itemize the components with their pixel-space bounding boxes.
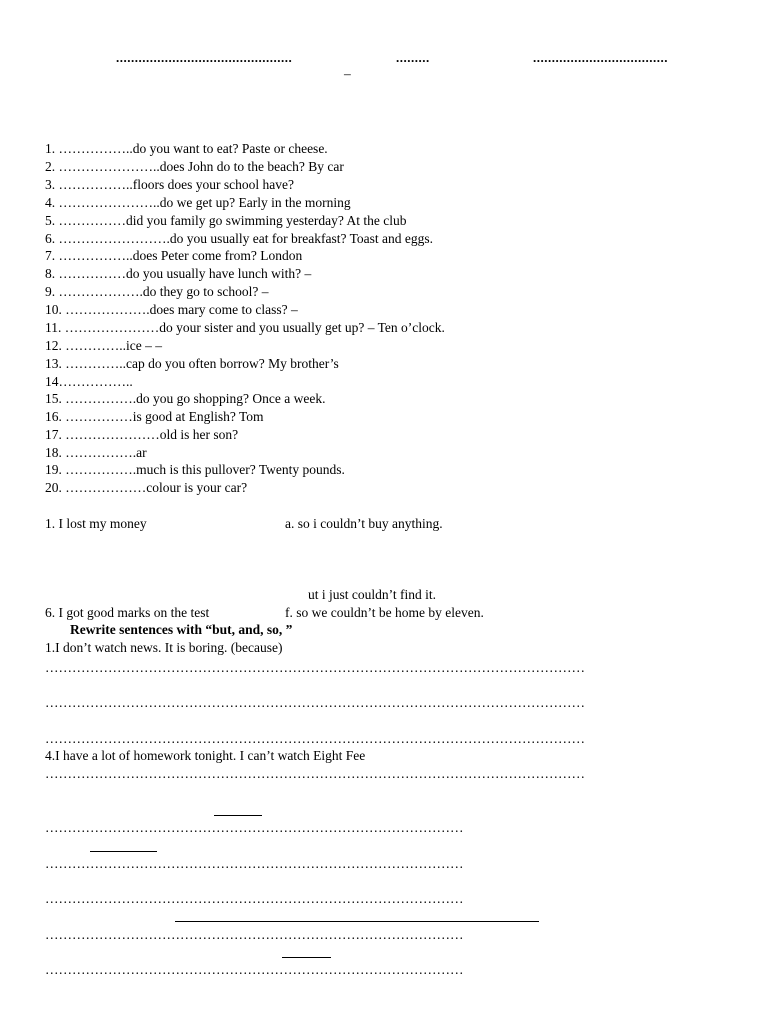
question-line: 8. ……………do you usually have lunch with? – bbox=[45, 266, 312, 281]
underline-blank bbox=[214, 815, 262, 816]
answer-line[interactable]: ………………………………………………………………………………………………………… bbox=[45, 660, 585, 675]
answer-line[interactable]: ………………………………………………………………………………… bbox=[45, 962, 464, 977]
match-left-6: 6. I got good marks on the test bbox=[45, 605, 210, 620]
question-line: 10. ……………….does mary come to class? – bbox=[45, 302, 298, 317]
header-dash: – bbox=[344, 66, 351, 81]
question-line: 3. ……………..floors does your school have? bbox=[45, 177, 294, 192]
question-line: 13. …………..cap do you often borrow? My brother’s bbox=[45, 356, 339, 371]
underline-blank bbox=[282, 957, 331, 958]
underline-blank bbox=[175, 921, 539, 922]
header-blank-right: .................................... bbox=[533, 50, 668, 65]
match-fragment: ut i just couldn’t find it. bbox=[308, 587, 436, 602]
question-line: 18. …………….ar bbox=[45, 445, 147, 460]
answer-line[interactable]: ………………………………………………………………………………… bbox=[45, 820, 464, 835]
answer-line[interactable]: ………………………………………………………………………………………………………… bbox=[45, 695, 585, 710]
question-line: 15. …………….do you go shopping? Once a week. bbox=[45, 391, 326, 406]
question-line: 17. …………………old is her son? bbox=[45, 427, 239, 442]
question-line: 9. ……………….do they go to school? – bbox=[45, 284, 269, 299]
question-line: 6. …………………….do you usually eat for breakfast? Toast and eggs. bbox=[45, 231, 433, 246]
answer-line[interactable]: ………………………………………………………………………………………………………… bbox=[45, 731, 585, 746]
question-line: 1. ……………..do you want to eat? Paste or cheese. bbox=[45, 141, 328, 156]
question-line: 4. …………………..do we get up? Early in the morning bbox=[45, 195, 351, 210]
question-line: 12. …………..ice – – bbox=[45, 338, 162, 353]
question-line: 19. …………….much is this pullover? Twenty pounds. bbox=[45, 462, 345, 477]
header-blank-left: ............................................... bbox=[116, 50, 293, 65]
question-line: 2. …………………..does John do to the beach? By car bbox=[45, 159, 344, 174]
match-right-a: a. so i couldn’t buy anything. bbox=[285, 516, 443, 531]
answer-line[interactable]: ………………………………………………………………………………………………………… bbox=[45, 766, 585, 781]
question-line: 11. …………………do your sister and you usually get up? – Ten o’clock. bbox=[45, 320, 445, 335]
question-line: 7. ……………..does Peter come from? London bbox=[45, 248, 303, 263]
match-left-1: 1. I lost my money bbox=[45, 516, 147, 531]
answer-line[interactable]: ………………………………………………………………………………… bbox=[45, 891, 464, 906]
rewrite-sentence-1: 1.I don’t watch news. It is boring. (because) bbox=[45, 640, 283, 655]
rewrite-heading: Rewrite sentences with “but, and, so, ” bbox=[70, 622, 293, 637]
rewrite-sentence-4: 4.I have a lot of homework tonight. I can’t watch Eight Fee bbox=[45, 748, 366, 763]
question-line: 16. ……………is good at English? Tom bbox=[45, 409, 264, 424]
answer-line[interactable]: ………………………………………………………………………………… bbox=[45, 856, 464, 871]
underline-blank bbox=[90, 851, 157, 852]
question-line: 20. ………………colour is your car? bbox=[45, 480, 248, 495]
answer-line[interactable]: ………………………………………………………………………………… bbox=[45, 927, 464, 942]
question-line: 14…………….. bbox=[45, 374, 133, 389]
question-line: 5. ……………did you family go swimming yesterday? At the club bbox=[45, 213, 407, 228]
match-right-f: f. so we couldn’t be home by eleven. bbox=[285, 605, 484, 620]
header-blank-mid: ......... bbox=[396, 50, 430, 65]
